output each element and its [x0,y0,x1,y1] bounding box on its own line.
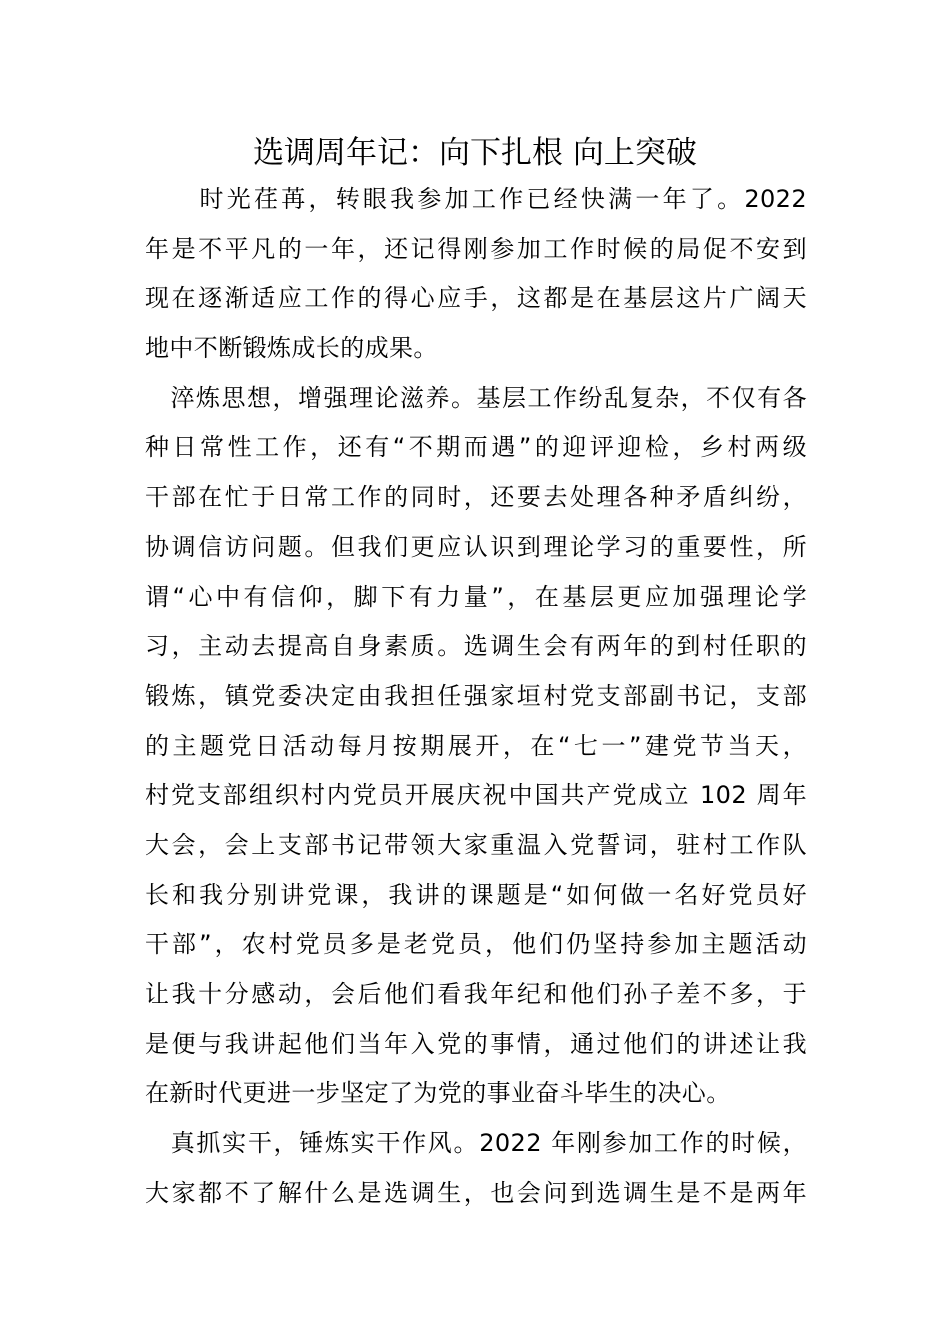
text-line: 大会，会上支部书记带领大家重温入党誓词，驻村工作队 [145,830,807,859]
text-line: 让我十分感动，会后他们看我年纪和他们孙子差不多，于 [145,980,807,1008]
text-line: 现在逐渐适应工作的得心应手，这都是在基层这片广阔天 [145,284,807,313]
text-line: 的主题党日活动每月按期展开，在“七一”建党节当天， [145,731,807,760]
text-line: 在新时代更进一步坚定了为党的事业奋斗毕生的决心。 [145,1079,731,1108]
text-line: 干部在忙于日常工作的同时，还要去处理各种矛盾纠纷， [145,483,807,512]
text-line: 年是不平凡的一年，还记得刚参加工作时候的局促不安到 [145,234,807,263]
text-line: 谓“心中有信仰，脚下有力量”，在基层更应加强理论学 [145,582,807,611]
text-line: 锻炼，镇党委决定由我担任强家垣村党支部副书记，支部 [145,681,807,710]
text-line: 种日常性工作，还有“不期而遇”的迎评迎检，乡村两级 [145,433,807,462]
text-line: 大家都不了解什么是选调生，也会问到选调生是不是两年 [145,1178,807,1207]
text-line: 长和我分别讲党课，我讲的课题是“如何做一名好党员好 [145,880,807,909]
document-title: 选调周年记：向下扎根 向上突破 [253,135,697,171]
text-line: 干部”，农村党员多是老党员，他们仍坚持参加主题活动 [145,930,807,959]
document-body [145,175,807,1218]
text-line: 淬炼思想，增强理论滋养。基层工作纷乱复杂，不仅有各 [145,383,807,412]
text-line: 时光荏苒，转眼我参加工作已经快满一年了。2022 [145,185,807,213]
text-line: 真抓实干，锤炼实干作风。2022 年刚参加工作的时候， [145,1129,807,1158]
text-line: 地中不断锻炼成长的成果。 [145,334,438,363]
text-line: 是便与我讲起他们当年入党的事情，通过他们的讲述让我 [145,1029,807,1058]
text-line: 村党支部组织村内党员开展庆祝中国共产党成立 102 周年 [145,781,807,810]
text-line: 协调信访问题。但我们更应认识到理论学习的重要性，所 [145,532,807,561]
text-line: 习，主动去提高自身素质。选调生会有两年的到村任职的 [145,632,807,661]
